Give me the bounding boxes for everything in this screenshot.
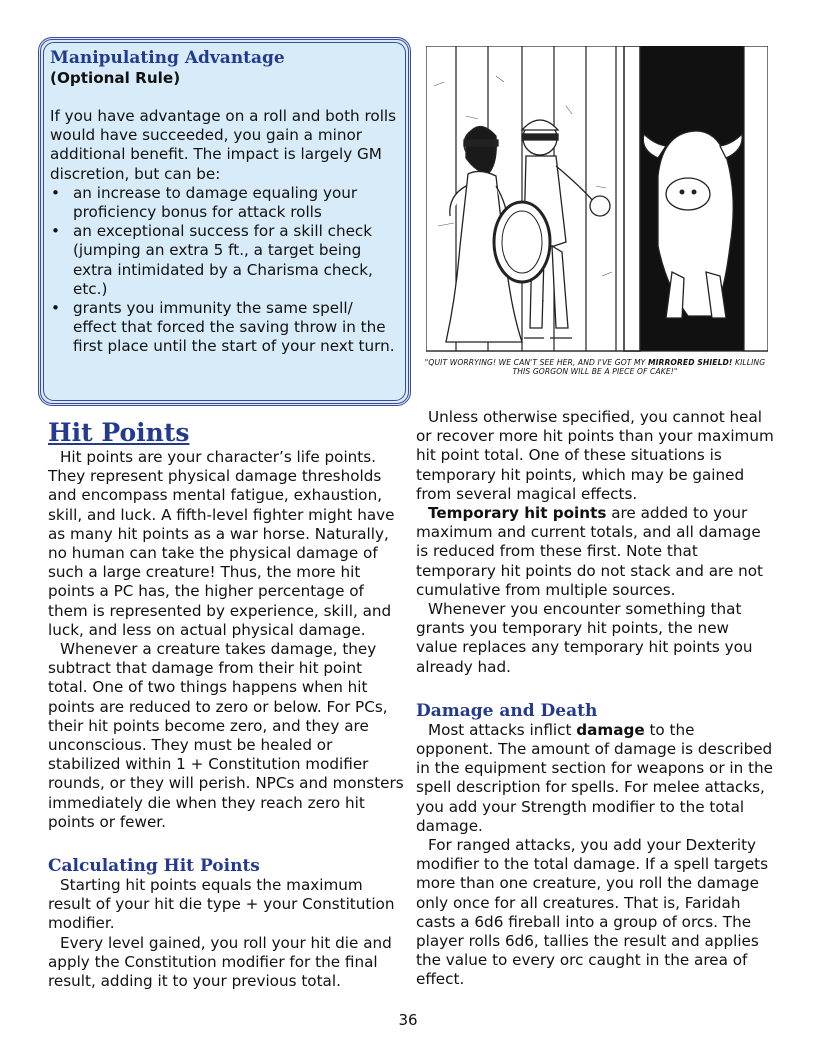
- list-item-text: grants you immunity the same spell/ effect that forced the saving throw in the first place until the start of your next turn.: [73, 299, 395, 356]
- list-item: [50, 299, 398, 357]
- damage-text-a: Most attacks inflict: [428, 720, 577, 739]
- caption-text: "QUIT WORRYING! WE CAN'T SEE HER, AND I'VE GOT MY: [424, 358, 648, 367]
- damage-text-b: to the opponent. The amount of damage is described in the equipment section for weapons or in the spell description for spells. For melee attacks, you add your Strength modifier to the total damage.: [416, 720, 774, 835]
- left-column: [48, 418, 404, 991]
- spacer: [48, 832, 404, 856]
- bullet-icon: •: [51, 222, 60, 241]
- list-item: [50, 222, 398, 299]
- page-number: 36: [398, 1011, 418, 1029]
- hit-points-heading: Hit Points: [48, 418, 190, 447]
- sidebar-title: Manipulating Advantage: [50, 48, 285, 68]
- sidebar-intro: If you have advantage on a roll and both rolls would have succeeded, you gain a minor additional benefit. The impact is largely GM discretion, but can be:: [50, 107, 397, 183]
- spacer: [416, 677, 774, 701]
- temp-hp-paragraph-1: Unless otherwise specified, you cannot heal or recover more hit points than your maximum hit point total. One of these situations is temporary hit points, which may be gained from several magical effects.: [416, 408, 774, 503]
- temp-hp-paragraph-2: [416, 504, 774, 600]
- temp-hp-text: are added to your maximum and current totals, and all damage is reduced from these first. Note that temporary hit points do not stack and are not cumulative from multiple sources.: [416, 504, 764, 599]
- damage-bold: damage: [576, 720, 645, 739]
- temp-hp-paragraph-3: Whenever you encounter something that grants you temporary hit points, the new value replaces any temporary hit points you already had.: [416, 600, 753, 676]
- illustration-caption: [418, 358, 772, 376]
- damage-and-death-heading: Damage and Death: [416, 700, 598, 721]
- calculating-hit-points-heading: Calculating Hit Points: [48, 856, 260, 877]
- damage-paragraph-1: [416, 721, 774, 836]
- sidebar-subtitle: (Optional Rule): [50, 69, 181, 87]
- list-item-text: an increase to damage equaling your proficiency bonus for attack rolls: [73, 183, 358, 222]
- damage-paragraph-2: For ranged attacks, you add your Dexterity modifier to the total damage. If a spell targets more than one creature, you roll the damage only once for all creatures. That is, Faridah casts a 6d6 fireball into a group of orcs. The player rolls 6d6, tallies the result and applies the value to every orc caught in the area of effect.: [416, 836, 769, 989]
- hit-points-paragraph-2: Whenever a creature takes damage, they subtract that damage from their hit point total. One of two things happens when hit points are reduced to zero or below. For PCs, their hit points become zero, and they are unconscious. They must be healed or stabilized within 1 + Constitution modifier rounds, or they will perish. NPCs and monsters immediately die when they reach zero hit points or fewer.: [48, 640, 404, 831]
- caption-emphasis: MIRRORED SHIELD!: [647, 358, 733, 367]
- list-item-text: an exceptional success for a skill check (jumping an extra 5 ft., a target being extra intimidated by a Charisma check, etc.): [73, 222, 373, 298]
- right-column: [416, 408, 774, 990]
- caption-text-end: KILLING THIS GORGON WILL BE A PIECE OF CAKE!": [512, 358, 766, 376]
- list-item: [50, 184, 398, 222]
- sidebar-bullet-list: [50, 184, 398, 357]
- calculating-paragraph-1: Starting hit points equals the maximum result of your hit die type + your Constitution modifier.: [48, 876, 395, 933]
- gorgon-illustration: [426, 46, 768, 378]
- bullet-icon: •: [51, 183, 60, 202]
- temp-hp-bold: Temporary hit points: [428, 504, 607, 523]
- calculating-paragraph-2: Every level gained, you roll your hit die and apply the Constitution modifier for the final result, adding it to your previous total.: [48, 933, 392, 991]
- hit-points-paragraph-1: Hit points are your character’s life points. They represent physical damage thresholds and encompass mental fatigue, exhaustion, skill, and luck. A fifth-level fighter might have as many hit points as a war horse. Naturally, no human can take the physical damage of such a large creature! Thus, the more hit points a PC has, the higher percentage of them is represented by experience, skill, and luck, and less on actual physical damage.: [48, 448, 395, 639]
- sidebar-box: [38, 37, 411, 406]
- bullet-icon: •: [51, 299, 60, 318]
